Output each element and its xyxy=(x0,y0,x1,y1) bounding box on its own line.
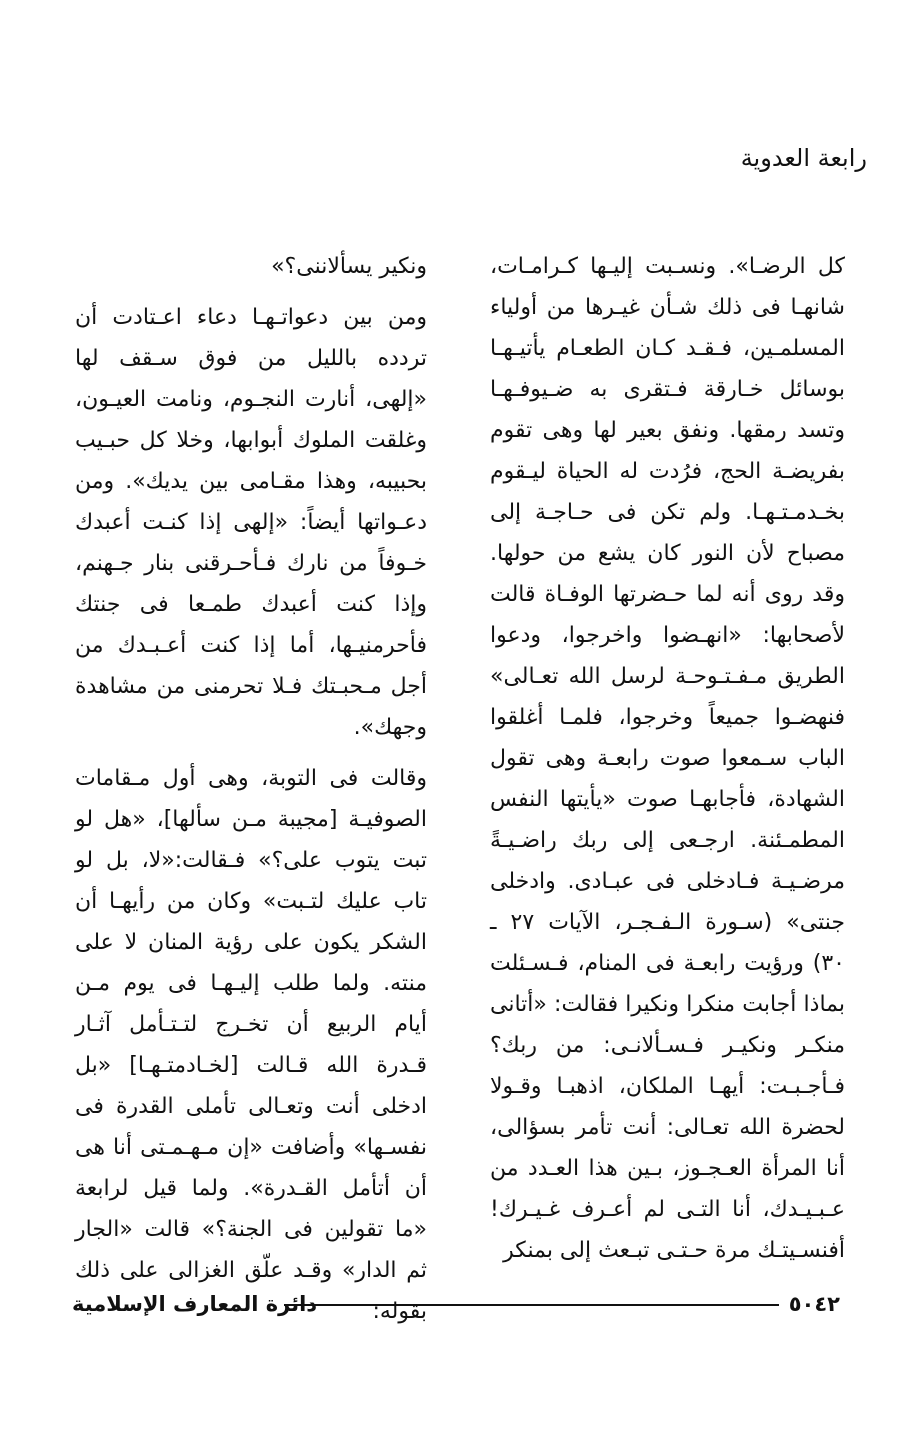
footer-publication-title: دائرة المعارف الإسلامية xyxy=(72,1292,318,1316)
page-footer xyxy=(72,1286,840,1326)
running-header-title: رابعة العدوية xyxy=(740,144,867,172)
paragraph: وقالت فى التوبة، وهى أول مـقامات الصوفيـة [مجيبة مـن سألها]، «هل لو تبت يتوب على؟» فـقالت:«لا، بل لو تاب عليك لتـبت» وكان من رأيهـا أن الشكر يكون على رؤية المنان لا على منته. ولما طلب إليـهـا فى يوم مـن أيام الربيع أن تخـرج لتـتـأمل آثـار قـدرة الله قـالت [لخـادمتـهـا] «بل ادخلى أنت وتعـالى تأملى القدرة فى نفسـها» وأضافت «إن مـهـمـتى أنا هى أن أتأمل القـدرة». ولما قيل لرابعة «ما تقولين فى الجنة؟» قالت «الجار ثم الدار» وقـد علّق الغزالى على ذلك بقوله: xyxy=(75,766,427,1324)
paragraph: ونكير يسألاننى؟» xyxy=(271,254,427,279)
left-text-column xyxy=(75,246,427,1332)
paragraph: ومن بين دعواتـهـا دعاء اعـتادت أن تردده بالليل من فوق سـقف لها «إلهى، أنارت النجـوم، ونامت العيـون، وغلقت الملوك أبوابها، وخلا كل حبـيب بحبيبه، وهذا مقـامى بين يديك». ومن دعـواتها أيضاً: «إلهى إذا كنـت أعبدك خـوفاً من نارك فـأحـرقنى بنار جـهنم، وإذا كنت أعبدك طمـعا فى جنتك فأحرمنيـها، أما إذا كنت أعـبـدك من أجل مـحبـتك فـلا تحرمنى من مشاهدة وجهك». xyxy=(75,305,427,740)
paragraph: كل الرضـا». ونسـبت إليـها كـرامـات، شانهـا فى ذلك شـأن غيـرها من أولياء المسلمـين، فـقـد كـان الطعـام يأتيـهـا بوسائل خـارقة فـتقرى به ضـيوفـهـا وتسد رمقها. ونفق بعير لها وهى تقوم بفريضـة الحج، فرُدت له الحياة ليـقوم بخـدمـتـهـا. ولم تكن فى حـاجـة إلى مصباح لأن النور كان يشع من حولها. وقد روى أنه لما حـضرتها الوفـاة قالت لأصحابها: «انهـضوا واخرجوا، ودعوا الطريق مـفـتـوحـة لرسل الله تعـالى» فنهضـوا جميعاً وخرجوا، فلمـا أغلقوا الباب سـمعوا صوت رابعـة وهى تقول الشهادة، فأجابهـا صوت «يأيتها النفس المطمـئنة. ارجـعى إلى ربك راضـيـةً مرضـيـة فـادخلى فى عبـادى. وادخلى جنتى» (سـورة الـفـجـر، الآيات ٢٧ ـ ٣٠) ورؤيت رابعـة فى المنام، فـسـئلت بماذا أجابت منكرا ونكيرا فقالت: «أتانى منكـر ونكيـر فـسـألانـى: من ربك؟ فـأجـبـت: أيهـا الملكان، اذهبـا وقـولا لحضرة الله تعـالى: أنت تأمر بسؤالى، أنا المرأة العـجـوز، بـين هذا العـدد من عـبـيـدك، أنا التـى لم أعـرف غـيـرك! أفنسـيتـك مرة حـتـى تبـعث إلى بمنكر xyxy=(490,254,845,1263)
right-text-column xyxy=(490,246,845,1271)
footer-page-number: ٥٠٤٢ xyxy=(788,1292,840,1316)
footer-divider-line xyxy=(284,1304,779,1306)
